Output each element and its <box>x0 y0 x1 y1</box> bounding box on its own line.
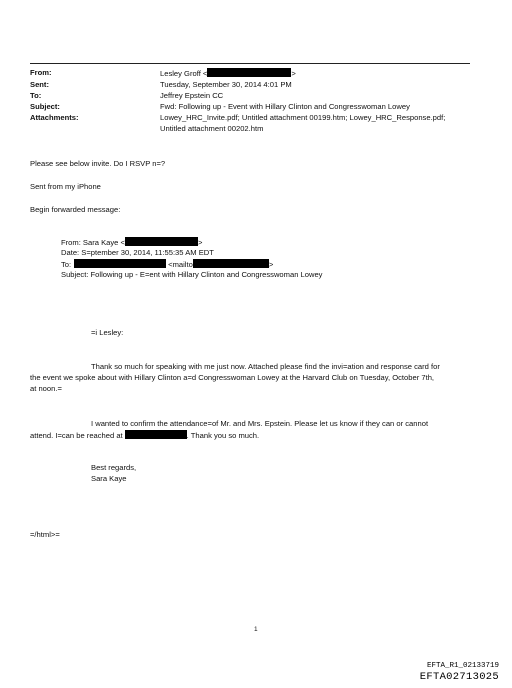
redaction-block <box>74 259 166 268</box>
redaction-block <box>125 237 198 246</box>
attachments-label: Attachments: <box>30 113 79 122</box>
sent-label: Sent: <box>30 80 49 89</box>
forwarded-date: Date: S=ptember 30, 2014, 11:55:35 AM EDT <box>61 248 214 257</box>
header-divider <box>30 63 470 64</box>
from-label: From: <box>30 68 52 77</box>
from-value-prefix: Lesley Groff < <box>160 69 208 78</box>
redaction-block <box>125 430 187 439</box>
redaction-block <box>193 259 269 268</box>
message-greeting: =i Lesley: <box>91 328 124 337</box>
message-para2-prefix: attend. I=can be reached at <box>30 431 123 440</box>
message-para2-line1: I wanted to confirm the attendance=of Mr. and Mrs. Epstein. Please let us know if they can or cannot <box>91 419 429 428</box>
message-closing: Best regards, <box>91 463 137 472</box>
message-para1-line2: the event we spoke about with Hillary Clinton a=d Congresswoman Lowey at the Harvard Club on Tuesday, October 7th, <box>30 373 435 382</box>
message-para2-suffix: . Thank you so much. <box>186 431 260 440</box>
message-para2-line2 <box>30 430 259 441</box>
attachments-value-line1: Lowey_HRC_Invite.pdf; Untitled attachment 00199.htm; Lowey_HRC_Response.pdf; <box>160 113 446 122</box>
from-value-suffix: > <box>291 69 296 78</box>
from-value <box>160 68 296 79</box>
body-line-iphone: Sent from my iPhone <box>30 182 101 191</box>
to-label: To: <box>30 91 42 100</box>
redaction-block <box>207 68 291 77</box>
forwarded-from <box>61 237 202 248</box>
forwarded-subject: Subject: Following up - E=ent with Hillary Clinton and Congresswoman Lowey <box>61 270 323 279</box>
body-line-forwarded: Begin forwarded message: <box>30 205 121 214</box>
body-line-rsvp: Please see below invite. Do I RSVP n=? <box>30 159 166 168</box>
efta-id-small: EFTA_R1_02133719 <box>426 662 499 670</box>
forwarded-from-suffix: > <box>197 238 203 247</box>
message-para1-line1: Thank so much for speaking with me just now. Attached please find the invi=ation and response card for <box>91 362 440 371</box>
forwarded-to <box>61 259 273 270</box>
subject-label: Subject: <box>30 102 60 111</box>
page-number: 1 <box>254 626 258 633</box>
forwarded-to-suffix: > <box>268 260 274 269</box>
message-para1-line3: at noon.= <box>30 384 62 393</box>
html-trailer: =/html>= <box>30 530 60 539</box>
message-signature: Sara Kaye <box>91 474 127 483</box>
forwarded-to-prefix: To: <box>61 260 72 269</box>
to-value: Jeffrey Epstein CC <box>160 91 224 100</box>
forwarded-from-prefix: From: Sara Kaye < <box>61 238 125 247</box>
sent-value: Tuesday, September 30, 2014 4:01 PM <box>160 80 292 89</box>
forwarded-to-mailto: <mailto <box>168 260 193 269</box>
attachments-value-line2: Untitled attachment 00202.htm <box>160 124 264 133</box>
subject-value: Fwd: Following up - Event with Hillary Clinton and Congresswoman Lowey <box>160 102 410 111</box>
efta-id-large: EFTA02713025 <box>419 671 499 683</box>
